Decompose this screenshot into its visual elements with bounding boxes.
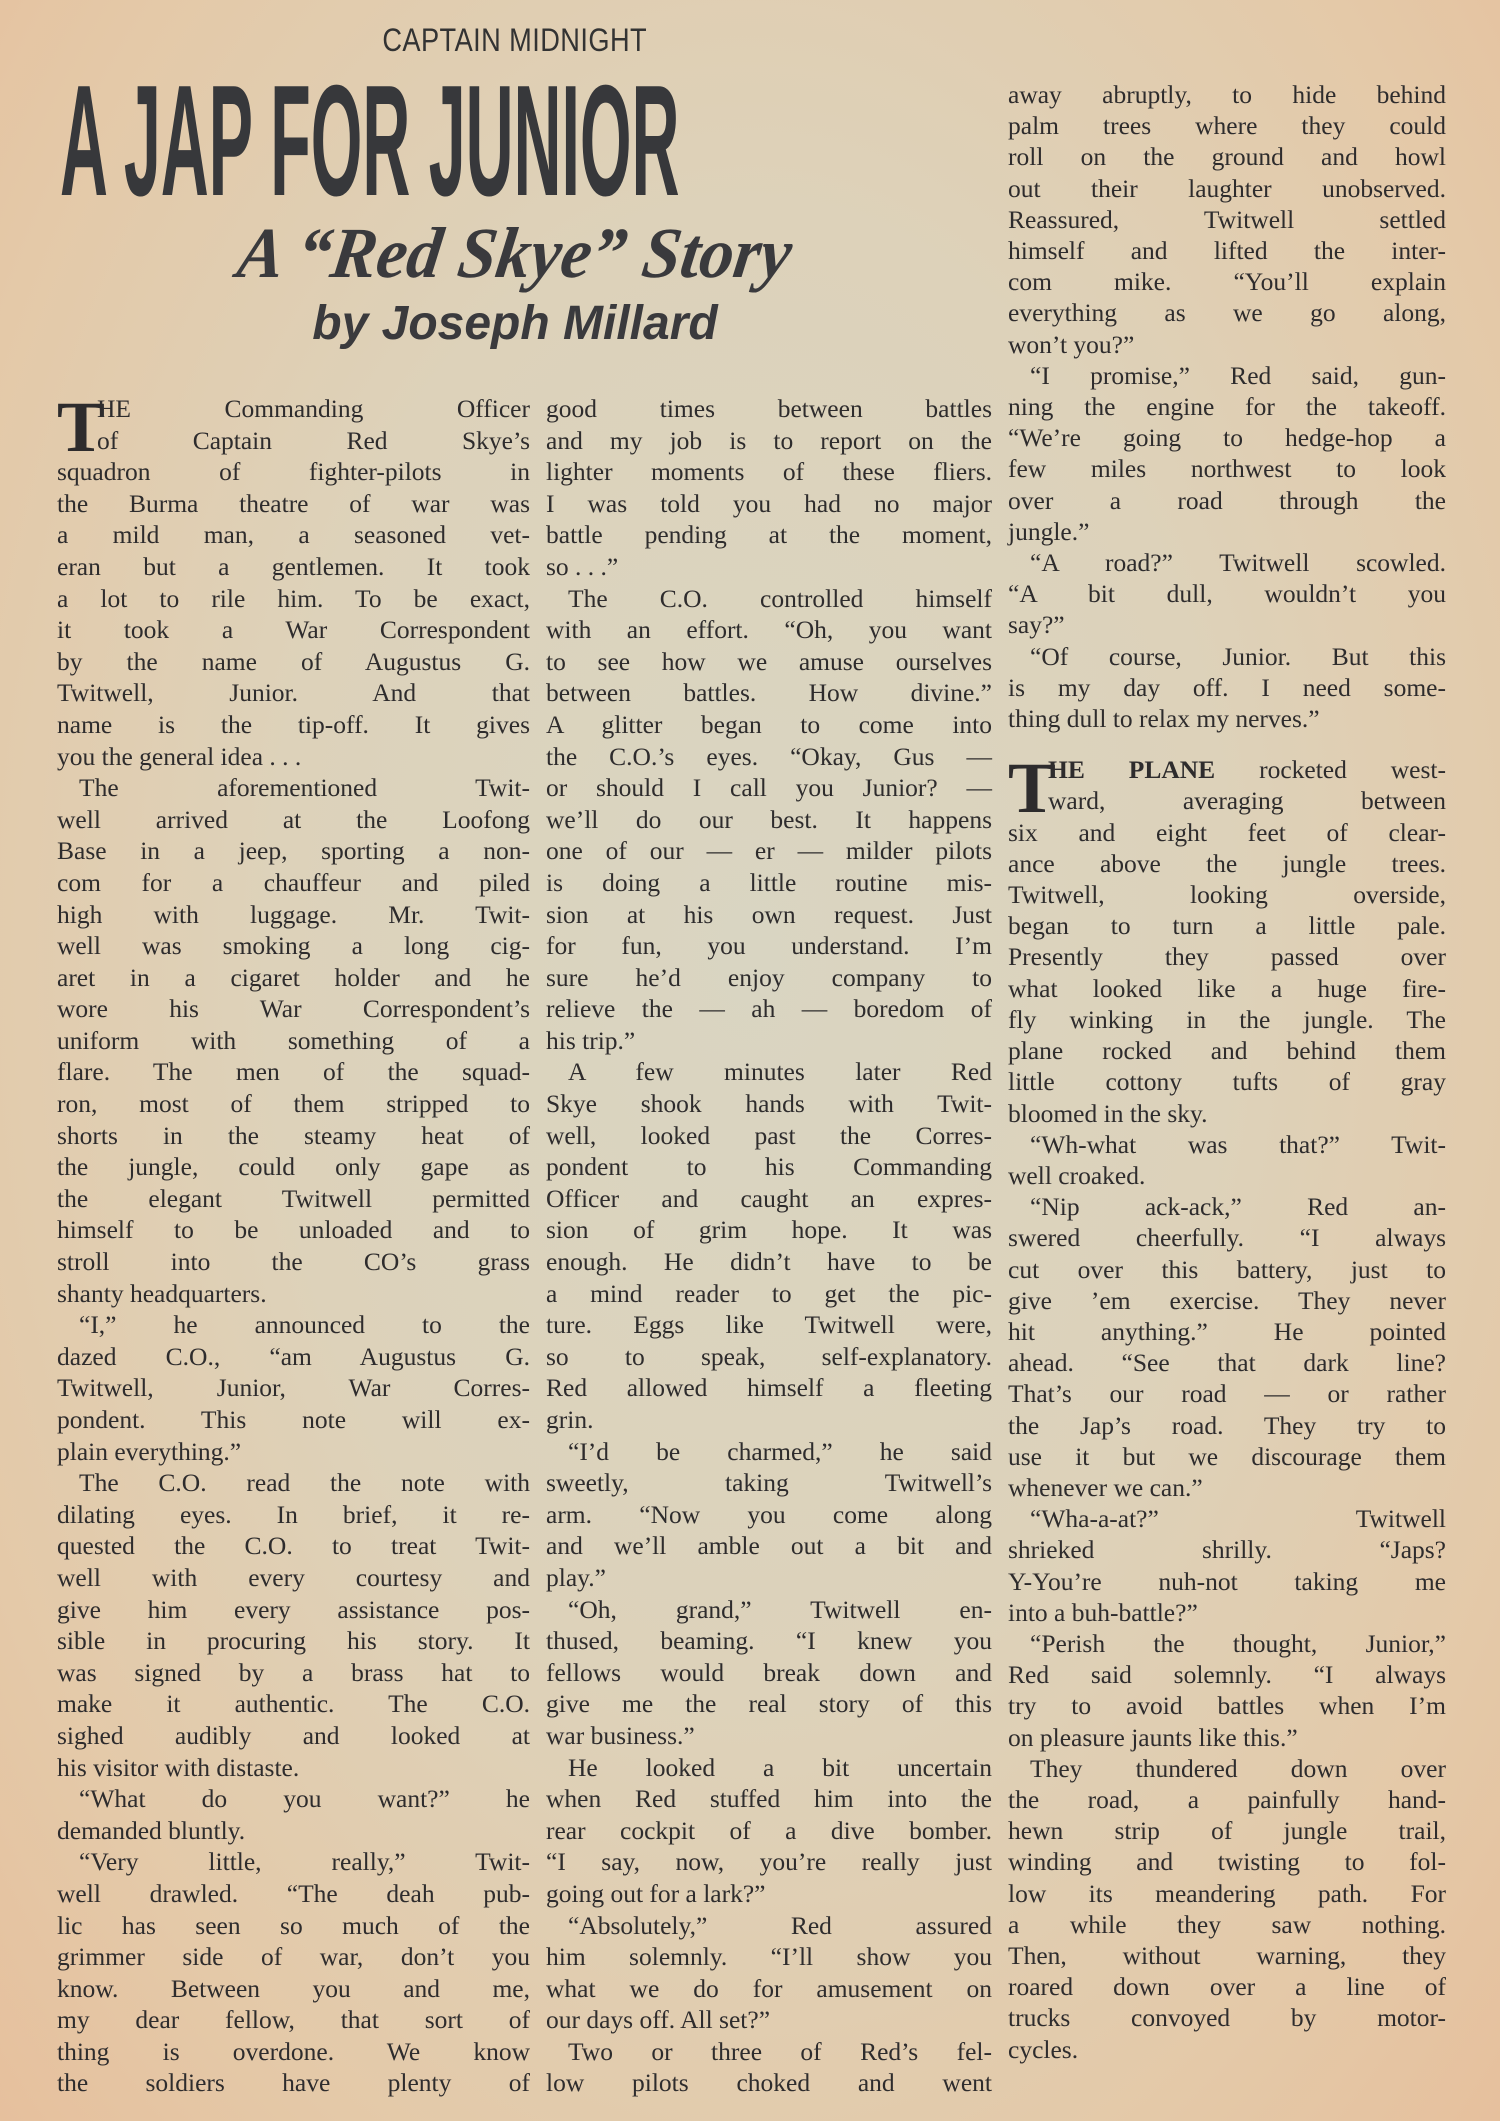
text-line: “Of course, Junior. But this [1030,641,1446,671]
paragraph [57,772,530,1309]
text-line: good times between battles [546,394,992,423]
text-column-2 [546,393,992,2099]
text-line: high with luggage. Mr. Twit- [57,899,530,929]
text-line: eran but a gentlemen. It took [57,551,530,581]
text-line: out their laughter unobserved. [1008,173,1446,203]
text-line: of Captain Red Skye’s [97,425,530,455]
text-line: The C.O. read the note with [79,1468,530,1498]
text-line: so . . .” [546,551,619,581]
text-line: away abruptly, to hide behind [1008,80,1446,109]
text-line: “Absolutely,” Red assured [568,1910,992,1940]
text-line: little cottony tufts of gray [1008,1067,1446,1097]
text-line: ron, most of them stripped to [57,1089,530,1119]
text-line: his visitor with distaste. [57,1752,300,1782]
text-line: him solemnly. “I’ll show you [546,1942,992,1972]
text-line: the elegant Twitwell permitted [57,1183,530,1213]
text-line: “A road?” Twitwell scowled. [1030,548,1446,578]
text-line: ward, averaging between [1048,786,1446,816]
text-line: “Very little, really,” Twit- [79,1847,530,1877]
text-line: “A bit dull, wouldn’t you [1008,579,1446,609]
text-line: himself and lifted the inter- [1008,236,1446,266]
text-line: fly winking in the jungle. The [1008,1004,1446,1034]
text-line: fellows would break down and [546,1657,992,1687]
paragraph [546,2036,992,2099]
paragraph [546,1752,992,1910]
text-line: sure he’d enjoy company to [546,962,992,992]
paragraph [1008,79,1446,360]
paragraph [1008,360,1446,547]
text-line: the Jap’s road. They try to [1008,1410,1446,1440]
text-line: Skye shook hands with Twit- [546,1089,992,1119]
text-line: thing is overdone. We know [57,2036,530,2066]
text-line: “I say, now, you’re really just [546,1847,992,1877]
text-line: A glitter began to come into [546,709,992,739]
text-line: He looked a bit uncertain [568,1752,992,1782]
text-line: know. Between you and me, [57,1973,530,2003]
text-line: They thundered down over [1030,1753,1446,1783]
text-line: shanty headquarters. [57,1278,267,1308]
story-subtitle [0,212,1030,295]
text-line: for fun, you understand. I’m [546,931,992,961]
lead-in: HE PLANE [1048,755,1216,785]
text-line: ance above the jungle trees. [1008,848,1446,878]
text-line: grimmer side of war, don’t you [57,1942,530,1972]
text-column-3 [1008,79,1446,2065]
text-line: to see how we amuse ourselves [546,646,992,676]
text-line: won’t you?” [1008,329,1135,359]
text-line: “I promise,” Red said, gun- [1030,360,1446,390]
text-line: ture. Eggs like Twitwell were, [546,1310,992,1340]
text-line: the jungle, could only gape as [57,1152,530,1182]
text-line: one of our — er — milder pilots [546,836,992,866]
text-line: began to turn a little pale. [1008,911,1446,941]
text-line: sion at his own request. Just [546,899,992,929]
text-line: six and eight feet of clear- [1008,817,1446,847]
text-line: “What do you want?” he [79,1784,530,1814]
text-line: squadron of fighter-pilots in [57,457,530,487]
text-line: himself to be unloaded and to [57,1215,530,1245]
text-line: enough. He didn’t have to be [546,1247,992,1277]
text-line: our days off. All set?” [546,2005,771,2035]
drop-cap: T [57,387,106,467]
text-line: pondent to his Commanding [546,1152,992,1182]
paragraph [1008,1628,1446,1753]
paragraph [57,1783,530,1846]
text-line: bloomed in the sky. [1008,1098,1208,1128]
text-line: make it authentic. The C.O. [57,1689,530,1719]
text-line: ning the engine for the takeoff. [1008,392,1446,422]
text-line: cycles. [1008,2034,1079,2064]
text-line: Red said solemnly. “I always [1008,1660,1446,1690]
text-line: was signed by a brass hat to [57,1657,530,1687]
text-line: com for a chauffeur and piled [57,867,530,897]
text-line: well arrived at the Loofong [57,804,530,834]
text-line: is doing a little routine mis- [546,867,992,897]
text-line: with an effort. “Oh, you want [546,615,992,645]
text-line: plane rocked and behind them [1008,1036,1446,1066]
text-line: the C.O.’s eyes. “Okay, Gus — [546,741,992,771]
text-line: aret in a cigaret holder and he [57,962,530,992]
text-line: Twitwell, looking overside, [1008,880,1446,910]
text-line: cut over this battery, just to [1008,1254,1446,1284]
text-line: his trip.” [546,1025,636,1055]
text-line: Two or three of Red’s fel- [568,2036,992,2066]
text-line: jungle.” [1008,516,1090,546]
text-line: well drawled. “The deah pub- [57,1878,530,1908]
paragraph [546,1910,992,2036]
text-line: few miles northwest to look [1008,454,1446,484]
text-line: wore his War Correspondent’s [57,994,530,1024]
text-line: Then, without warning, they [1008,1940,1446,1970]
text-line: grin. [546,1405,594,1434]
text-line: Base in a jeep, sporting a non- [57,836,530,866]
text-line: sweetly, taking Twitwell’s [546,1468,992,1498]
paragraph [546,1436,992,1594]
text-line: trucks convoyed by motor- [1008,2003,1446,2033]
text-line: rear cockpit of a dive bomber. [546,1815,992,1845]
text-line: by the name of Augustus G. [57,646,530,676]
text-line: between battles. How divine.” [546,678,992,708]
text-line: com mike. “You’ll explain [1008,267,1446,297]
text-line: when Red stuffed him into the [546,1784,992,1814]
text-line: a mild man, a seasoned vet- [57,520,530,550]
text-line: play.” [546,1562,606,1592]
text-line: into a buh-battle?” [1008,1597,1198,1627]
text-line: say?” [1008,610,1065,640]
text-line: so to speak, self-explanatory. [546,1341,992,1371]
paragraph [1008,641,1446,735]
text-line: and my job is to report on the [546,425,992,455]
paragraph [546,1056,992,1435]
text-line: sighed audibly and looked at [57,1720,530,1750]
text-line: a mind reader to get the pic- [546,1278,992,1308]
text-line: well, looked past the Corres- [546,1120,992,1150]
text-line: battle pending at the moment, [546,520,992,550]
paragraph [1008,1129,1446,1191]
text-line: well was smoking a long cig- [57,931,530,961]
text-line: “I,” he announced to the [79,1310,530,1340]
text-line: try to avoid battles when I’m [1008,1691,1446,1721]
text-line: name is the tip-off. It gives [57,709,530,739]
text-line: roll on the ground and howl [1008,142,1446,172]
text-line: shorts in the steamy heat of [57,1120,530,1150]
text-line: That’s our road — or rather [1008,1379,1446,1409]
text-line: “We’re going to hedge-hop a [1008,423,1446,453]
subtitle-text: A “Red Skye” Story [232,213,798,293]
text-line: winding and twisting to fol- [1008,1847,1446,1877]
text-line: “Perish the thought, Junior,” [1030,1628,1446,1658]
text-line: dilating eyes. In brief, it re- [57,1499,530,1529]
text-line: whenever we can.” [1008,1472,1203,1502]
drop-cap: T [1008,748,1057,829]
text-line: Reassured, Twitwell settled [1008,204,1446,234]
text-line: HE Commanding Officer [97,394,530,423]
paragraph [1008,547,1446,641]
paragraph [57,1846,530,2099]
text-line: The C.O. controlled himself [568,583,992,613]
text-line: The aforementioned Twit- [79,773,530,803]
text-line: ahead. “See that dark line? [1008,1348,1446,1378]
text-line: thing dull to relax my nerves.” [1008,704,1320,734]
text-line: I was told you had no major [546,488,992,518]
text-line: low its meandering path. For [1008,1878,1446,1908]
text-line: and we’ll amble out a bit and [546,1531,992,1561]
paragraph [57,1309,530,1467]
text-line: what looked like a huge fire- [1008,973,1446,1003]
text-line: plain everything.” [57,1436,242,1466]
text-line: Twitwell, Junior, War Corres- [57,1373,530,1403]
text-line: everything as we go along, [1008,298,1446,328]
paragraph [1008,1753,1446,2065]
text-line: hit anything.” He pointed [1008,1316,1446,1346]
text-line: stroll into the CO’s grass [57,1247,530,1277]
text-line: shrieked shrilly. “Japs? [1008,1535,1446,1565]
text-line: use it but we discourage them [1008,1441,1446,1471]
text-line: “Oh, grand,” Twitwell en- [568,1594,992,1624]
paragraph [1008,1503,1446,1628]
text-line [1008,754,1446,785]
text-line: Y-You’re nuh-not taking me [1008,1566,1446,1596]
text-line: a while they saw nothing. [1008,1909,1446,1939]
text-line: the soldiers have plenty of [57,2068,530,2098]
text-line: the Burma theatre of war was [57,488,530,518]
text-line: “I’d be charmed,” he said [568,1436,992,1466]
text-line: flare. The men of the squad- [57,1057,530,1087]
text-line: sion of grim hope. It was [546,1215,992,1245]
magazine-name: CAPTAIN MIDNIGHT [382,22,648,58]
text-line: my dear fellow, that sort of [57,2005,530,2035]
text-line: A few minutes later Red [568,1057,992,1087]
paragraph [57,387,530,772]
text-line: give him every assistance pos- [57,1594,530,1624]
text-line: sible in procuring his story. It [57,1626,530,1656]
text-line: Twitwell, Junior. And that [57,678,530,708]
text-line: or should I call you Junior? — [546,773,992,803]
text-line: the road, a painfully hand- [1008,1784,1446,1814]
text-line: demanded bluntly. [57,1815,246,1845]
text-line: going out for a lark?” [546,1878,766,1908]
byline: by Joseph Millard [312,297,718,350]
text-line: swered cheerfully. “I always [1008,1223,1446,1253]
text-line: Red allowed himself a fleeting [546,1373,992,1403]
text-line: a lot to rile him. To be exact, [57,583,530,613]
text-line: give ’em exercise. They never [1008,1285,1446,1315]
text-line-rest: rocketed west- [1215,755,1446,785]
text-line: low pilots choked and went [546,2068,992,2098]
text-line: thused, beaming. “I knew you [546,1626,992,1656]
paragraph [546,583,992,1057]
text-line: relieve the — ah — boredom of [546,994,992,1024]
text-line: “Nip ack-ack,” Red an- [1030,1192,1446,1222]
text-line: hewn strip of jungle trail, [1008,1816,1446,1846]
text-line: “Wha-a-at?” Twitwell [1030,1504,1446,1534]
text-line: lic has seen so much of the [57,1910,530,1940]
text-line: lighter moments of these fliers. [546,457,992,487]
text-line: what we do for amusement on [546,1973,992,2003]
text-line: well with every courtesy and [57,1562,530,1592]
text-line: give me the real story of this [546,1689,992,1719]
paragraph [546,393,992,583]
paragraph [57,1467,530,1783]
paragraph [546,1594,992,1752]
text-line: well croaked. [1008,1160,1146,1190]
story-title: A JAP FOR JUNIOR [60,53,680,229]
text-line: palm trees where they could [1008,111,1446,141]
text-line: over a road through the [1008,485,1446,515]
text-line: arm. “Now you come along [546,1499,992,1529]
text-line: pondent. This note will ex- [57,1405,530,1434]
text-column-1 [57,387,530,2099]
paragraph [1008,748,1446,1128]
paragraph [1008,1191,1446,1503]
text-line: “Wh-what was that?” Twit- [1030,1129,1446,1159]
text-line: on pleasure jaunts like this.” [1008,1722,1298,1752]
text-line: is my day off. I need some- [1008,672,1446,702]
text-line: Presently they passed over [1008,942,1446,972]
text-line: uniform with something of a [57,1025,530,1055]
text-line: roared down over a line of [1008,1972,1446,2002]
text-line: Officer and caught an expres- [546,1183,992,1213]
text-line: war business.” [546,1720,695,1750]
text-line: we’ll do our best. It happens [546,804,992,834]
text-line: dazed C.O., “am Augustus G. [57,1341,530,1371]
text-line: you the general idea . . . [57,741,302,771]
text-line: quested the C.O. to treat Twit- [57,1531,530,1561]
text-line: it took a War Correspondent [57,615,530,645]
